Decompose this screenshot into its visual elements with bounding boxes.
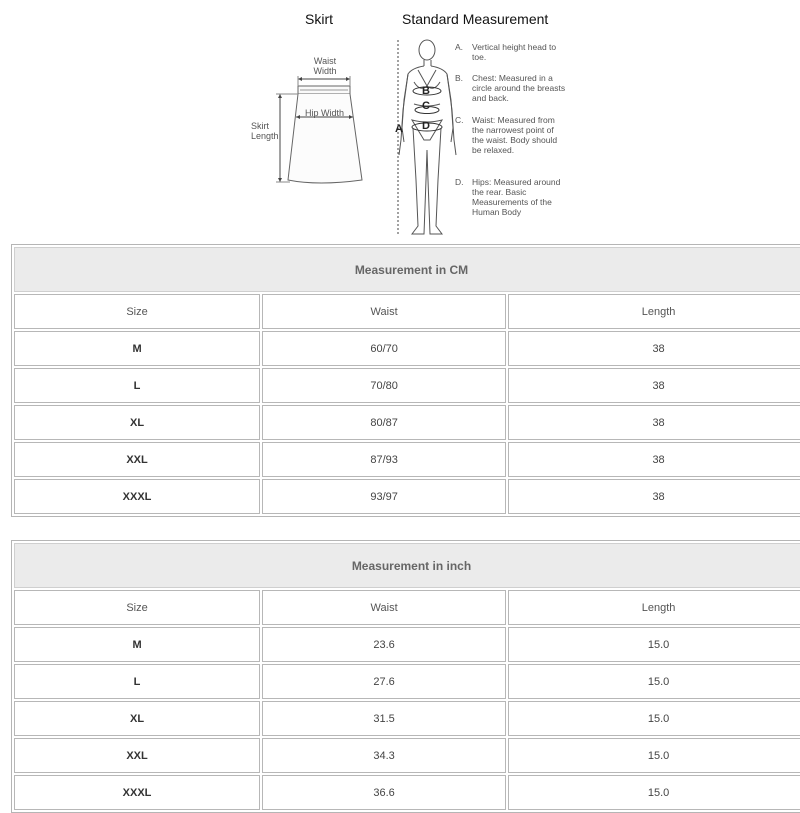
table-title: Measurement in CM [14, 247, 800, 292]
table-header-row [14, 294, 800, 329]
table-row [14, 331, 800, 366]
cell-size: XXL [14, 442, 260, 477]
cell-waist: 34.3 [262, 738, 506, 773]
cell-length: 15.0 [508, 738, 800, 773]
table-header-row [14, 590, 800, 625]
cell-length: 38 [508, 479, 800, 514]
cell-size: XXL [14, 738, 260, 773]
cell-size: XXXL [14, 479, 260, 514]
cell-length: 15.0 [508, 775, 800, 810]
cell-size: XXXL [14, 775, 260, 810]
header-length: Length [508, 590, 800, 625]
marker-d: D [422, 120, 430, 132]
marker-b: B [422, 85, 430, 97]
body-figure-illustration [398, 40, 456, 236]
cell-length: 15.0 [508, 627, 800, 662]
waist-width-label: Waist Width [313, 56, 337, 76]
measurement-diagram [0, 0, 800, 240]
table-title: Measurement in inch [14, 543, 800, 588]
cell-size: XL [14, 701, 260, 736]
cell-waist: 93/97 [262, 479, 506, 514]
note-d: D. Hips: Measured around the rear. Basic Measurements of the Human Body [455, 177, 561, 217]
header-size: Size [14, 590, 260, 625]
table-row [14, 738, 800, 773]
cell-size: XL [14, 405, 260, 440]
cell-waist: 80/87 [262, 405, 506, 440]
cell-waist: 27.6 [262, 664, 506, 699]
note-c: C. Waist: Measured from the narrowest point of the waist. Body should be relaxed. [455, 115, 558, 155]
cell-length: 38 [508, 331, 800, 366]
cell-length: 15.0 [508, 664, 800, 699]
cell-waist: 23.6 [262, 627, 506, 662]
table-row [14, 405, 800, 440]
measurement-illustration [0, 0, 800, 240]
cell-size: L [14, 368, 260, 403]
table-row [14, 701, 800, 736]
header-length: Length [508, 294, 800, 329]
cell-length: 38 [508, 405, 800, 440]
cell-size: M [14, 331, 260, 366]
hip-width-label: Hip Width [305, 108, 345, 118]
standard-measurement-heading: Standard Measurement [402, 11, 549, 27]
skirt-illustration [276, 76, 362, 183]
note-b: B. Chest: Measured in a circle around the breasts and back. [455, 73, 566, 103]
skirt-length-label: Skirt Length [251, 121, 279, 141]
table-row [14, 627, 800, 662]
cell-waist: 70/80 [262, 368, 506, 403]
cell-waist: 87/93 [262, 442, 506, 477]
cell-waist: 60/70 [262, 331, 506, 366]
measurement-cm-table [11, 244, 800, 517]
cell-waist: 31.5 [262, 701, 506, 736]
marker-a: A [395, 123, 403, 135]
cell-length: 38 [508, 368, 800, 403]
skirt-heading: Skirt [305, 11, 333, 27]
header-size: Size [14, 294, 260, 329]
cell-waist: 36.6 [262, 775, 506, 810]
table-row [14, 479, 800, 514]
table-row [14, 775, 800, 810]
table-row [14, 442, 800, 477]
table-row [14, 664, 800, 699]
cell-size: M [14, 627, 260, 662]
header-waist: Waist [262, 590, 506, 625]
cell-length: 15.0 [508, 701, 800, 736]
table-row [14, 368, 800, 403]
cell-size: L [14, 664, 260, 699]
header-waist: Waist [262, 294, 506, 329]
note-a: A. Vertical height head to toe. [455, 42, 557, 62]
marker-c: C [422, 100, 430, 112]
cell-length: 38 [508, 442, 800, 477]
measurement-inch-table [11, 540, 800, 813]
